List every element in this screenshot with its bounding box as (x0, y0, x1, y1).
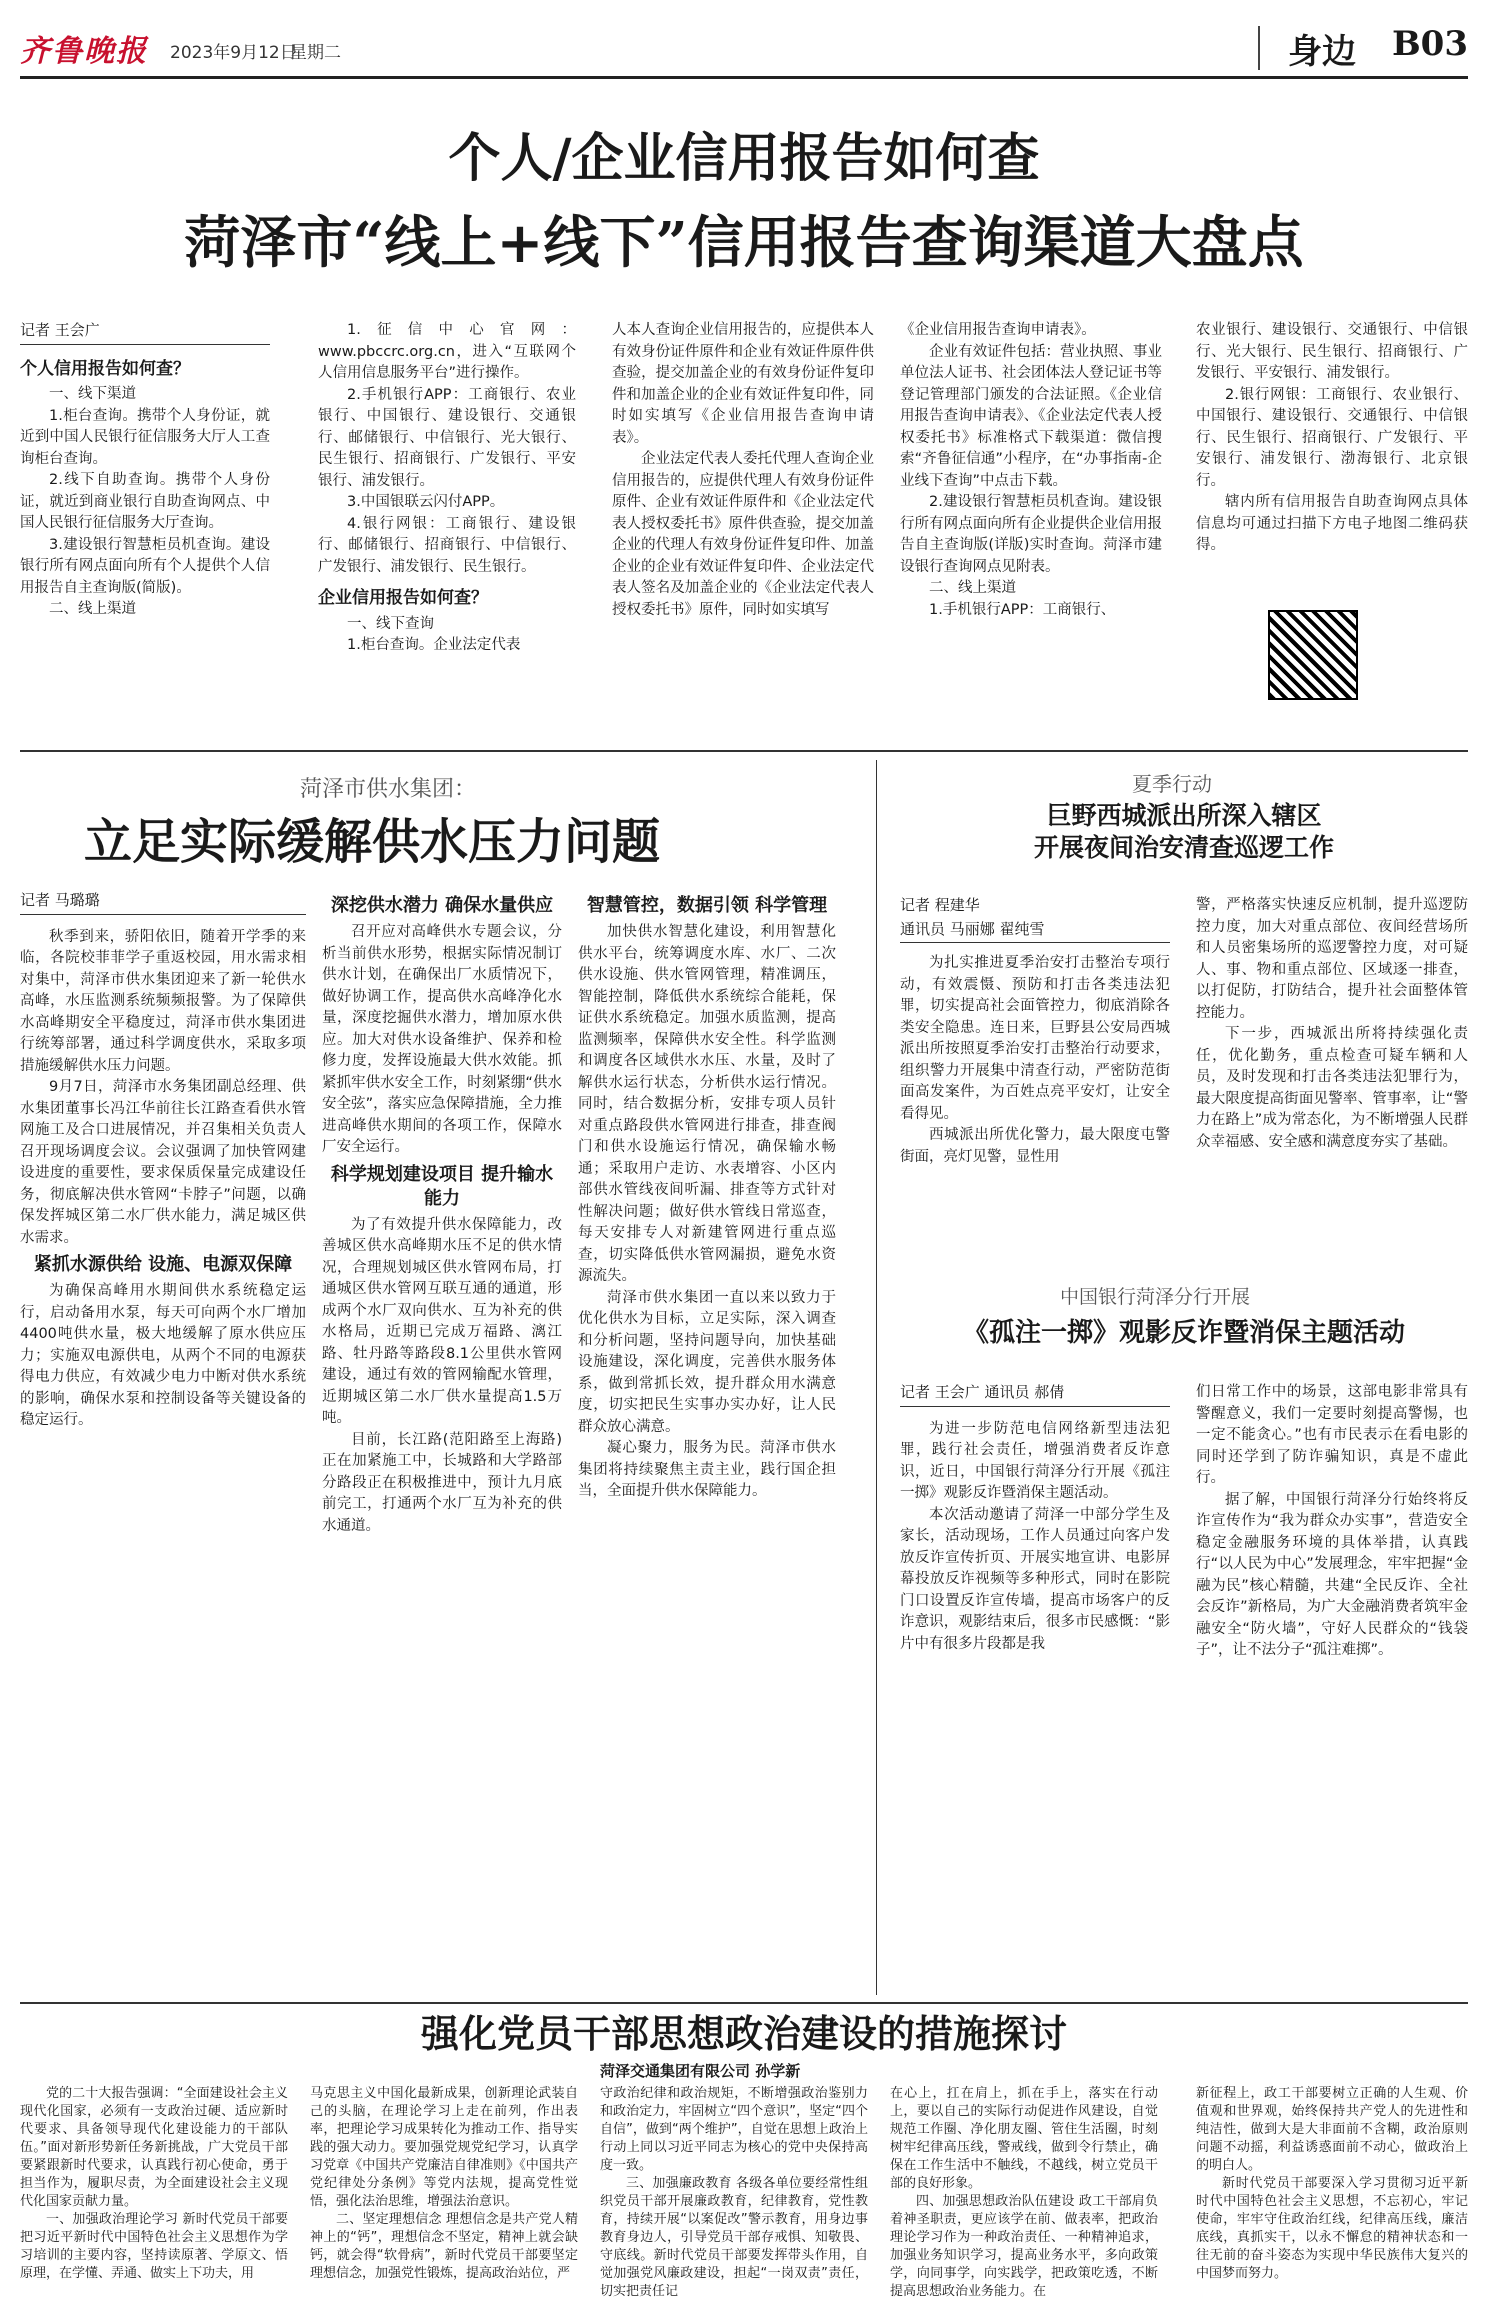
story2-subhead-potential: 深挖供水潜力 确保水量供应 (330, 895, 554, 916)
paragraph: 守政治纪律和政治规矩，不断增强政治鉴别力和政治定力，牢固树立“四个意识”，坚定“四个自信”，做到“两个维护”，自觉在思想上政治上行动上同以习近平同志为核心的党中央保持高度一致。 (600, 2086, 868, 2173)
paragraph: 下一步，西城派出所将持续强化责任，优化勤务，重点检查可疑车辆和人员，及时发现和打击各类违法犯罪行为，最大限度提高街面见警率、管事率，让“警力在路上”成为常态化，为不断增强人民群众幸福感、安全感和满意度夯实了基础。 (1196, 1026, 1468, 1150)
story3-byline-reporter: 记者 程建华 (900, 896, 980, 914)
story4-col1 (900, 1382, 1170, 1992)
story3-col1 (900, 895, 1170, 1245)
paragraph: 新时代党员干部要深入学习贯彻习近平新时代中国特色社会主义思想，不忘初心，牢记使命，牢牢守住政治红线，纪律高压线，廉洁底线，真抓实干，以永不懈怠的精神状态和一往无前的奋斗姿态为实现中华民族伟大复兴的中国梦而努力。 (1196, 2176, 1468, 2281)
paragraph: 新征程上，政工干部要树立正确的人生观、价值观和世界观，始终保持共产党人的先进性和纯洁性，做到大是大非面前不含糊，政治原则问题不动摇，利益诱惑面前不动心，做政治上的明白人。 (1196, 2086, 1468, 2173)
issue-weekday: 星期二 (290, 43, 341, 63)
story3-title-line2: 开展夜间治安清查巡逻工作 (1033, 833, 1334, 862)
section-divider (20, 750, 1468, 752)
paragraph: 西城派出所优化警力，最大限度屯警街面，亮灯见警，显性用 (900, 1127, 1170, 1165)
story2-subhead-smart: 智慧管控，数据引领 科学管理 (586, 895, 828, 916)
paragraph: 为扎实推进夏季治安打击整治专项行动，有效震慑、预防和打击各类违法犯罪，切实提高社会面管控力，彻底消除各类安全隐患。连日来，巨野县公安局西城派出所按照夏季治安打击整治行动要求，组织警力开展集中清查行动，严密防范街面高发案件，为百姓点亮平安灯，让安全看得见。 (900, 955, 1170, 1122)
story2-subhead-water-source: 紧抓水源供给 设施、电源双保障 (33, 1254, 293, 1275)
issue-date: 2023年9月12日 (170, 43, 297, 63)
paragraph: 三、加强廉政教育 各级各单位要经常性组织党员干部开展廉政教育，纪律教育，党性教育，持续开展“以案促改”警示教育，用身边事教育身边人，引导党员干部存戒惧、知敬畏、守底线。新时代党员干部要发挥带头作用，自觉加强党风廉政建设，担起“一岗双责”责任，切实把责任记 (600, 2176, 868, 2299)
story1-col5 (1196, 320, 1468, 600)
paragraph: 一、加强政治理论学习 新时代党员干部要把习近平新时代中国特色社会主义思想作为学习培训的主要内容，坚持读原著、学原文、悟原理，在学懂、弄通、做实上下功夫，用 (20, 2212, 288, 2281)
paragraph: 3.中国银联云闪付APP。 (347, 494, 505, 510)
story4-kicker: 中国银行菏泽分行开展 (1060, 1286, 1251, 1308)
paragraph: 二、线上渠道 (49, 601, 136, 617)
paragraph: 菏泽市供水集团一直以来以致力于优化供水为目标，立足实际，深入调查和分析问题，坚持问题导向，加快基础设施建设，深化调度，完善供水服务体系，做到常抓长效，提升群众用水满意度，切实把民生实事办实办好，让人民群众放心满意。 (578, 1289, 836, 1435)
column-divider (876, 760, 877, 1995)
story1-personal-subhead: 个人信用报告如何查？ (20, 358, 190, 379)
story3-kicker: 夏季行动 (1132, 772, 1212, 796)
paragraph: 秋季到来，骄阳依旧，随着开学季的来临，各院校菲菲学子重返校园，用水需求相对集中，菏泽市供水集团迎来了新一轮供水高峰，水压监测系统频频报警。为了保障供水高峰期安全平稳度过，菏泽市供水集团进行统筹部署，通过科学调度供水，采取多项措施缓解供水压力问题。 (20, 928, 306, 1074)
story1-company-subhead: 企业信用报告如何查？ (318, 588, 488, 608)
paragraph: 人本人查询企业信用报告的，应提供本人有效身份证件原件和企业有效证件原件供查验，提交加盖企业的有效身份证件复印件和加盖企业的企业有效证件复印件，同时如实填写《企业信用报告查询申请表》。 (612, 322, 874, 446)
section-divider (20, 2002, 1468, 2004)
paragraph: 1.手机银行APP：工商银行、 (929, 601, 1116, 618)
paragraph: 本次活动邀请了菏泽一中部分学生及家长，活动现场，工作人员通过向客户发放反诈宣传折页、开展实地宣讲、电影屏幕投放反诈视频等多种形式，同时在影院门口设置反诈宣传墙，提高市场客户的反诈意识，观影结束后，很多市民感慨：“影片中有很多片段都是我 (900, 1506, 1170, 1652)
paragraph: 召开应对高峰供水专题会议，分析当前供水形势，根据实际情况制订供水计划，在确保出厂水质情况下，做好协调工作，提高供水高峰净化水量，深度挖掘供水潜力，增加原水供应。加大对供水设备维护、保养和检修力度，发挥设施最大供水效能。抓紧抓牢供水安全工作，时刻紧绷“供水安全弦”，落实应急保障措施，全力推进高峰供水期间的各项工作，保障水厂安全运行。 (322, 924, 562, 1155)
paragraph: 4.银行网银：工商银行、建设银行、邮储银行、招商银行、中信银行、广发银行、浦发银行、民生银行。 (318, 515, 576, 575)
story2-kicker: 菏泽市供水集团： (300, 777, 477, 802)
story5-byline: 菏泽交通集团有限公司 孙学新 (600, 2062, 801, 2080)
paragraph: 1.柜台查询。企业法定代表 (347, 637, 521, 653)
paragraph: 为进一步防范电信网络新型违法犯罪，践行社会责任，增强消费者反诈意识，近日，中国银行菏泽分行开展《孤注一掷》观影反诈暨消保主题活动。 (900, 1420, 1170, 1501)
story2-title: 立足实际缓解供水压力问题 (84, 814, 661, 870)
story5-col2 (310, 2085, 578, 2281)
paragraph: 企业有效证件包括：营业执照、事业单位法人证书、社会团体法人登记证书等登记管理部门颁发的合法证照。《企业信用报告查询申请表》、《企业法定代表人授权委托书》标准格式下载渠道：微信搜索“齐鲁征信通”小程序，在“办事指南-企业线下查询”中点击下载。 (900, 343, 1162, 489)
story2-col3 (578, 890, 836, 1980)
paragraph: 为确保高峰用水期间供水系统稳定运行，启动备用水泵，每天可向两个水厂增加4400吨供水量，极大地缓解了原水供应压力；实施双电源供电，从两个不同的电源获得电力供应，有效减少电力中断对供水系统的影响，确保水泵和控制设备等关键设备的稳定运行。 (20, 1283, 306, 1428)
story4-byline: 记者 王会广 通讯员 郝倩 (900, 1382, 1170, 1407)
newspaper-logo: 齐鲁晚报 (20, 34, 148, 69)
paragraph: 9月7日，菏泽市水务集团副总经理、供水集团董事长冯江华前往长江路查看供水管网施工及合口进展情况，并召集相关负责人召开现场调度会议。会议强调了加快管网建设进度的重要性，要求保质保量完成建设任务，彻底解决供水管网“卡脖子”问题，以确保发挥城区第二水厂供水能力，满足城区供水需求。 (20, 1079, 306, 1246)
story2-col2 (322, 890, 562, 1980)
paragraph: 2.线下自助查询。携带个人身份证，就近到商业银行自助查询网点、中国人民银行征信服务大厅查询。 (20, 472, 270, 531)
story1-col2 (318, 320, 576, 720)
story3-col2 (1196, 895, 1468, 1245)
qr-code-icon[interactable] (1268, 610, 1358, 700)
section-name: 身边 (1288, 32, 1356, 72)
story1-col4 (900, 320, 1162, 720)
story2-subhead-planning: 科学规划建设项目 提升输水能力 (330, 1163, 554, 1209)
paragraph: 们日常工作中的场景，这部电影非常具有警醒意义，我们一定要时刻提高警惕，也一定不能贪心。”也有市民表示在看电影的同时还学到了防诈骗知识，真是不虚此行。 (1196, 1384, 1468, 1486)
page-number: B03 (1391, 24, 1468, 64)
paragraph: 辖内所有信用报告自助查询网点具体信息均可通过扫描下方电子地图二维码获得。 (1196, 494, 1468, 553)
paragraph: 1.柜台查询。携带个人身份证，就近到中国人民银行征信服务大厅人工查询柜台查询。 (20, 407, 270, 467)
paragraph: 在心上，扛在肩上，抓在手上，落实在行动上，要以自己的实际行动促进作风建设，自觉规范工作圈、净化朋友圈、管住生活圈，时刻树牢纪律高压线，警戒线，做到令行禁止，确保在工作生活中不触线，不越线，树立党员干部的良好形象。 (890, 2086, 1158, 2191)
paragraph: 农业银行、建设银行、交通银行、中信银行、光大银行、民生银行、招商银行、广发银行、平安银行、浦发银行。 (1196, 322, 1468, 381)
paragraph: 一、线下渠道 (49, 386, 136, 402)
story4-title: 《孤注一掷》观影反诈暨消保主题活动 (962, 1318, 1405, 1348)
story5-col5 (1196, 2085, 1468, 2281)
paragraph: 二、线上渠道 (929, 580, 1016, 596)
paragraph: 《企业信用报告查询申请表》。 (900, 322, 1096, 338)
story5-col3 (600, 2085, 868, 2299)
masthead-divider (1258, 26, 1260, 70)
paragraph: 目前，长江路(范阳路至上海路)正在加紧施工中，长城路和大学路部分路段正在积极推进中，预计九月底前完工，打通两个水厂互为补充的供水通道。 (322, 1431, 562, 1534)
paragraph: 2.建设银行智慧柜员机查询。建设银行所有网点面向所有企业提供企业信用报告自主查询版(详版)实时查询。菏泽市建设银行查询网点见附表。 (900, 494, 1162, 575)
masthead (20, 20, 1468, 79)
story5-col1 (20, 2085, 288, 2281)
paragraph: 为了有效提升供水保障能力，改善城区供水高峰期水压不足的供水情况，合理规划城区供水管网布局，打通城区供水管网互联互通的通道，形成两个水厂双向供水、互为补充的供水格局，近期已完成万福路、漓江路、牡丹路等路段8.1公里供水管网建设，通过有效的管网输配水管理，近期城区第二水厂供水量提高1.5万吨。 (322, 1216, 562, 1426)
story1-col1 (20, 320, 270, 720)
paragraph: 一、线下查询 (347, 615, 434, 632)
paragraph: 党的二十大报告强调：“全面建设社会主义现代化国家，必须有一支政治过硬、适应新时代要求、具备领导现代化建设能力的干部队伍。”面对新形势新任务新挑战，广大党员干部要紧跟新时代要求，认真践行初心使命，勇于担当作为，履职尽责，为全面建设社会主义现代化国家贡献力量。 (20, 2086, 288, 2209)
story5-title: 强化党员干部思想政治建设的措施探讨 (420, 2011, 1067, 2056)
paragraph: 马克思主义中国化最新成果，创新理论武装自己的头脑，在理论学习上走在前列，作出表率，把理论学习成果转化为推动工作、指导实践的强大动力。要加强党规党纪学习，认真学习党章《中国共产党廉洁自律准则》《中国共产党纪律处分条例》等党内法规，提高党性觉悟，强化法治思维，增强法治意识。 (310, 2086, 578, 2209)
story2-byline: 记者 马璐璐 (20, 890, 306, 915)
story5-col4 (890, 2085, 1158, 2299)
story1-col3 (612, 320, 874, 720)
story3-byline-correspondents: 通讯员 马丽娜 翟纯雪 (900, 919, 1170, 944)
story4-col2 (1196, 1382, 1468, 1992)
paragraph: 1.征信中心官网：www.pbccrc.org.cn，进入“互联网个人信用信息服务平台”进行操作。 (318, 322, 576, 381)
paragraph: 2.手机银行APP：工商银行、农业银行、中国银行、建设银行、交通银行、邮储银行、中信银行、光大银行、民生银行、招商银行、广发银行、平安银行、浦发银行。 (318, 386, 576, 489)
story2-col1 (20, 890, 306, 1980)
paragraph: 二、坚定理想信念 理想信念是共产党人精神上的“钙”，理想信念不坚定，精神上就会缺钙，就会得“软骨病”，新时代党员干部要坚定理想信念，加强党性锻炼，提高政治站位，严 (310, 2212, 578, 2281)
paragraph: 据了解，中国银行菏泽分行始终将反诈宣传作为“我为群众办实事”，营造安全稳定金融服务环境的具体举措，认真践行“以人民为中心”发展理念，牢牢把握“金融为民”核心精髓，共建“全民反诈、全社会反诈”新格局，为广大金融消费者筑牢金融安全“防火墙”，守好人民群众的“钱袋子”，让不法分子“孤注难掷”。 (1196, 1491, 1468, 1658)
paragraph: 2.银行网银：工商银行、农业银行、中国银行、建设银行、交通银行、中信银行、民生银行、招商银行、广发银行、平安银行、浦发银行、渤海银行、北京银行。 (1196, 386, 1468, 489)
story1-title-line2: 菏泽市“线上+线下”信用报告查询渠道大盘点 (184, 210, 1304, 276)
paragraph: 警，严格落实快速反应机制，提升巡逻防控力度，加大对重点部位、夜间经营场所和人员密集场所的巡逻警控力度，对可疑人、事、物和重点部位、区域逐一排查，以打促防，打防结合，提升社会面整体管控能力。 (1196, 897, 1468, 1021)
story1-byline: 记者 王会广 (20, 320, 270, 345)
paragraph: 3.建设银行智慧柜员机查询。建设银行所有网点面向所有个人提供个人信用报告自主查询版(简版)。 (20, 536, 270, 596)
story3-title-line1: 巨野西城派出所深入辖区 (1046, 801, 1322, 830)
paragraph: 加快供水智慧化建设，利用智慧化供水平台，统筹调度水库、水厂、二次供水设施、供水管网管理，精准调压，智能控制，降低供水系统综合能耗，保证供水系统稳定。加强水质监测，提高监测频率，保障供水安全性。科学监测和调度各区域供水水压、水量，及时了解供水运行状态，分析供水运行情况。同时，结合数据分析，安排专项人员针对重点路段供水管网进行排查，排查阀门和供水设施运行情况，确保输水畅通；采取用户走访、水表增容、小区内部供水管线夜间听漏、排查等方式针对性解决问题；做好供水管线日常巡查，每天安排专人对新建管网进行重点巡查，切实降低供水管网漏损，避免水资源流失。 (578, 924, 836, 1284)
paragraph: 四、加强思想政治队伍建设 政工干部肩负着神圣职责，更应该学在前、做表率，把政治理论学习作为一种政治责任、一种精神追求，加强业务知识学习，提高业务水平，多向政策学，向同事学，向实践学，把政策吃透，不断提高思想政治业务能力。在 (890, 2194, 1158, 2299)
paragraph: 凝心聚力，服务为民。菏泽市供水集团将持续聚焦主责主业，践行国企担当，全面提升供水保障能力。 (578, 1440, 836, 1499)
story1-title-line1: 个人/企业信用报告如何查 (448, 128, 1040, 189)
paragraph: 企业法定代表人委托代理人查询企业信用报告的，应提供代理人有效身份证件原件、企业有效证件原件和《企业法定代表人授权委托书》原件供查验，提交加盖企业的代理人有效身份证件复印件、加盖企业的企业有效证件复印件、企业法定代表人签名及加盖企业的《企业法定代表人授权委托书》原件，同时如实填写 (612, 451, 874, 618)
